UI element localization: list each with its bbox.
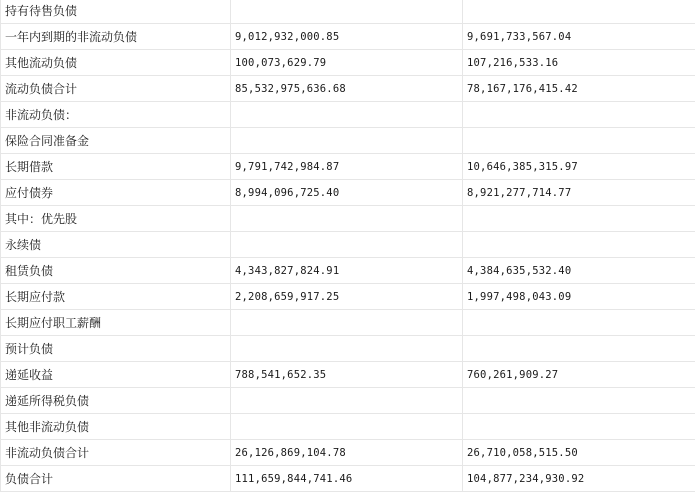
current-period-value: 9,012,932,000.85 [231, 24, 463, 50]
current-period-value: 100,073,629.79 [231, 50, 463, 76]
table-row [1, 102, 695, 128]
table-row [1, 128, 695, 154]
row-label: 其中：优先股 [1, 206, 231, 232]
previous-period-value [463, 102, 695, 128]
previous-period-value [463, 388, 695, 414]
table-row [1, 180, 695, 206]
row-label: 长期应付职工薪酬 [1, 310, 231, 336]
previous-period-value [463, 128, 695, 154]
current-period-value [231, 336, 463, 362]
liabilities-table-body [1, 0, 695, 492]
row-label: 应付债券 [1, 180, 231, 206]
table-row [1, 0, 695, 24]
row-label: 非流动负债： [1, 102, 231, 128]
current-period-value: 2,208,659,917.25 [231, 284, 463, 310]
row-label: 租赁负债 [1, 258, 231, 284]
table-row [1, 310, 695, 336]
row-label: 流动负债合计 [1, 76, 231, 102]
current-period-value: 4,343,827,824.91 [231, 258, 463, 284]
row-label: 保险合同准备金 [1, 128, 231, 154]
current-period-value: 8,994,096,725.40 [231, 180, 463, 206]
table-row [1, 24, 695, 50]
row-label: 长期应付款 [1, 284, 231, 310]
row-label: 非流动负债合计 [1, 440, 231, 466]
table-row [1, 362, 695, 388]
current-period-value: 85,532,975,636.68 [231, 76, 463, 102]
row-label: 预计负债 [1, 336, 231, 362]
table-row [1, 232, 695, 258]
current-period-value: 788,541,652.35 [231, 362, 463, 388]
table-row [1, 336, 695, 362]
row-label: 其他非流动负债 [1, 414, 231, 440]
current-period-value: 26,126,869,104.78 [231, 440, 463, 466]
previous-period-value: 78,167,176,415.42 [463, 76, 695, 102]
current-period-value [231, 388, 463, 414]
table-row [1, 440, 695, 466]
previous-period-value: 104,877,234,930.92 [463, 466, 695, 492]
previous-period-value: 760,261,909.27 [463, 362, 695, 388]
previous-period-value: 26,710,058,515.50 [463, 440, 695, 466]
previous-period-value: 9,691,733,567.04 [463, 24, 695, 50]
row-label: 持有待售负债 [1, 0, 231, 24]
current-period-value [231, 310, 463, 336]
table-row [1, 388, 695, 414]
previous-period-value [463, 206, 695, 232]
previous-period-value [463, 336, 695, 362]
previous-period-value: 10,646,385,315.97 [463, 154, 695, 180]
current-period-value: 9,791,742,984.87 [231, 154, 463, 180]
previous-period-value: 107,216,533.16 [463, 50, 695, 76]
table-row [1, 258, 695, 284]
current-period-value: 111,659,844,741.46 [231, 466, 463, 492]
table-row [1, 76, 695, 102]
current-period-value [231, 414, 463, 440]
row-label: 永续债 [1, 232, 231, 258]
current-period-value [231, 206, 463, 232]
table-row [1, 414, 695, 440]
current-period-value [231, 0, 463, 24]
previous-period-value [463, 0, 695, 24]
table-row [1, 50, 695, 76]
current-period-value [231, 102, 463, 128]
current-period-value [231, 128, 463, 154]
previous-period-value [463, 310, 695, 336]
previous-period-value [463, 232, 695, 258]
table-row [1, 284, 695, 310]
row-label: 递延收益 [1, 362, 231, 388]
previous-period-value: 1,997,498,043.09 [463, 284, 695, 310]
row-label: 一年内到期的非流动负债 [1, 24, 231, 50]
row-label: 长期借款 [1, 154, 231, 180]
table-row [1, 206, 695, 232]
row-label: 其他流动负债 [1, 50, 231, 76]
row-label: 递延所得税负债 [1, 388, 231, 414]
previous-period-value [463, 414, 695, 440]
previous-period-value: 8,921,277,714.77 [463, 180, 695, 206]
table-row [1, 154, 695, 180]
current-period-value [231, 232, 463, 258]
previous-period-value: 4,384,635,532.40 [463, 258, 695, 284]
table-row [1, 466, 695, 492]
row-label: 负债合计 [1, 466, 231, 492]
